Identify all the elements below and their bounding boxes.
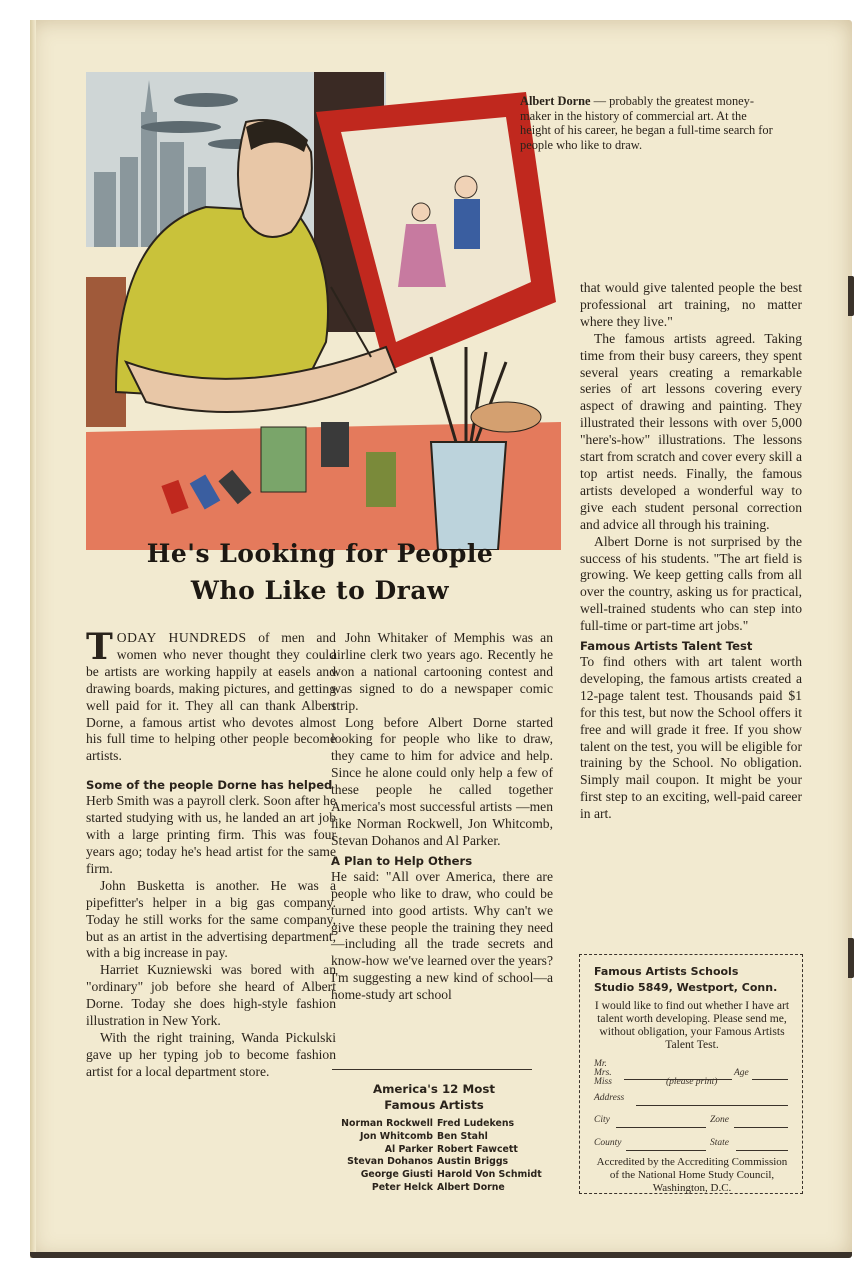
artist-name: Norman Rockwell [341,1118,433,1129]
artist-name: Albert Dorne [437,1181,505,1193]
age-field[interactable] [752,1079,788,1080]
artist-name: Harold Von Schmidt [437,1169,542,1181]
state-field[interactable] [736,1150,788,1151]
coupon-miss-label: Miss [594,1077,612,1087]
page-edge-tab-top [848,276,854,316]
coupon-zone-label: Zone [710,1115,729,1125]
artists-right-column [437,1118,547,1195]
artists-left-column [323,1118,433,1195]
artist-name: George Giusti [360,1169,433,1181]
col2-paragraph-3: He said: "All over America, there are people who like to draw, who could be turned into good artists. Why can't we give these people the training they need—including all the trade secrets and know-how we've learned over the years? I'm suggesting a new kind of school—a home-study art school [331,868,553,1003]
coupon-title-line2: Studio 5849, Westport, Conn. [594,981,778,994]
column-3 [580,280,802,823]
coupon-age-label: Age [734,1068,749,1078]
caption-text: — probably the greatest money-maker in the history of commercial art. At the height of his career, he began a full-time search for people who like to draw. [520,94,773,152]
coupon-state-label: State [710,1138,729,1148]
artists-list-title [330,1081,538,1113]
col3-paragraph-3: Albert Dorne is not surprised by the success of his students. "The art field is growing. We keep getting calls from all over the country, asking us for practical, well-trained students who can step into full-time or part-time art jobs." [580,533,802,634]
address-field[interactable] [636,1105,788,1106]
col3-heading: Famous Artists Talent Test [580,639,753,654]
col2-paragraph-2: Long before Albert Dorne started looking for people who like to draw, they came to him for advice and help. Since he alone could only help a few of these people he called together America's most successful artists —men like Norman Rockwell, Jon Whitcomb, Stevan Dohanos and Al Parker. [331,714,553,848]
lead-caps: ODAY HUNDREDS [116,630,247,645]
col2-paragraph-1: John Whitaker of Memphis was an airline clerk two years ago. Recently he won a national cartooning contest and was signed to do a newspaper comic strip. [331,630,553,713]
coupon-address-label: Address [594,1093,625,1103]
col2-heading: A Plan to Help Others [331,853,473,868]
coupon-mrs-label: Mrs. [594,1068,612,1078]
col3-paragraph-4: To find others with art talent worth developing, the famous artists created a 12-page talent test. Thousands paid $1 for this test, but now the School offers it free and will grade it free. If you show talent on the test, you will be eligible for training by the School. No obligation. Simply mail coupon. It might be your first step to an exciting, well-paid career in art. [580,654,802,822]
artist-name: Peter Helck [371,1181,433,1193]
col1-paragraph-4: Harriet Kuzniewski was bored with an "ordinary" job before she heard of Albert Dorne. Today she does high-style fashion illustration in New York. [86,962,336,1029]
artist-name: Stevan Dohanos [347,1156,433,1168]
caption-name: Albert Dorne [520,94,591,108]
artists-title-line2: Famous Artists [384,1098,484,1112]
headline [120,535,520,609]
illustration-caption [520,94,780,152]
col1-paragraph-5: With the right training, Wanda Pickulski gave up her typing job to become fashion artist for a local department store. [86,1029,336,1079]
page-edge-tab-bottom [848,938,854,978]
magazine-page [30,20,852,1258]
col1-paragraph-2: Herb Smith was a payroll clerk. Soon after he started studying with us, he landed an art job with a large printing firm. This was four years ago; today he's head artist for the same firm. [86,793,336,876]
county-field[interactable] [626,1150,706,1151]
artist-name: Robert Fawcett [437,1143,518,1155]
brush-jar [431,347,506,550]
city-field[interactable] [616,1127,706,1128]
headline-line2: Who Like to Draw [190,576,450,605]
coupon-footer: Accredited by the Accrediting Commission of the National Home Study Council, Washington, D.C. [596,1156,788,1194]
column-1 [86,626,336,1081]
coupon-mr-label: Mr. [594,1059,607,1069]
coupon-body: I would like to find out whether I have art talent worth developing. Please send me, without obligation, your Famous Artists Talent Test. [594,999,790,1051]
page-bottom-edge [30,1252,852,1258]
coupon-title [594,964,794,996]
coupon-city-label: City [594,1115,610,1125]
column-2 [331,630,553,1004]
artist-name: Ben Stahl [437,1130,488,1142]
col1-paragraph-3: John Busketta is another. He was a pipefitter's helper in a big gas company. Today he still works for the same company, but as an artist in the advertising department, with a big increase in pay. [86,877,336,961]
col1-heading: Some of the people Dorne has helped [86,778,333,793]
coupon-title-line1: Famous Artists Schools [594,965,739,978]
col1-paragraph-1 [86,626,336,765]
col3-paragraph-1: that would give talented people the best professional art training, no matter where they live." [580,280,802,329]
artist-name: Al Parker [384,1143,433,1155]
headline-line1: He's Looking for People [146,539,494,568]
page-spine [30,20,36,1258]
artists-title-line1: America's 12 Most [372,1082,495,1096]
artist-illustration [86,72,561,550]
col3-paragraph-2: The famous artists agreed. Taking time from their busy careers, they spent several years creating a remarkable series of art lessons covering every aspect of drawing and painting. They illustrated their lessons with over 5,000 "here's-how" illustrations. The lessons start from scratch and cover every skill a top artist needs. Finally, the famous artists developed a wonderful way to give each student personal correction and advice all through his training. [580,330,802,532]
coupon-county-label: County [594,1138,622,1148]
mail-coupon[interactable] [579,954,803,1194]
artist-name: Jon Whitcomb [359,1130,433,1142]
please-print-label: (please print) [666,1077,718,1087]
zone-field[interactable] [734,1127,788,1128]
artist-name: Fred Ludekens [437,1118,515,1129]
drop-cap: T [86,626,113,668]
artist-name: Austin Briggs [437,1156,509,1168]
col1-p1-text: of men and women who never thought they could be artists are working happily at easels and drawing boards, making pictures, and getting well paid for it. They all can thank Albert Dorne, a famous artist who devotes almost his full time to helping other people become artists. [86,630,336,764]
list-divider [332,1069,532,1070]
